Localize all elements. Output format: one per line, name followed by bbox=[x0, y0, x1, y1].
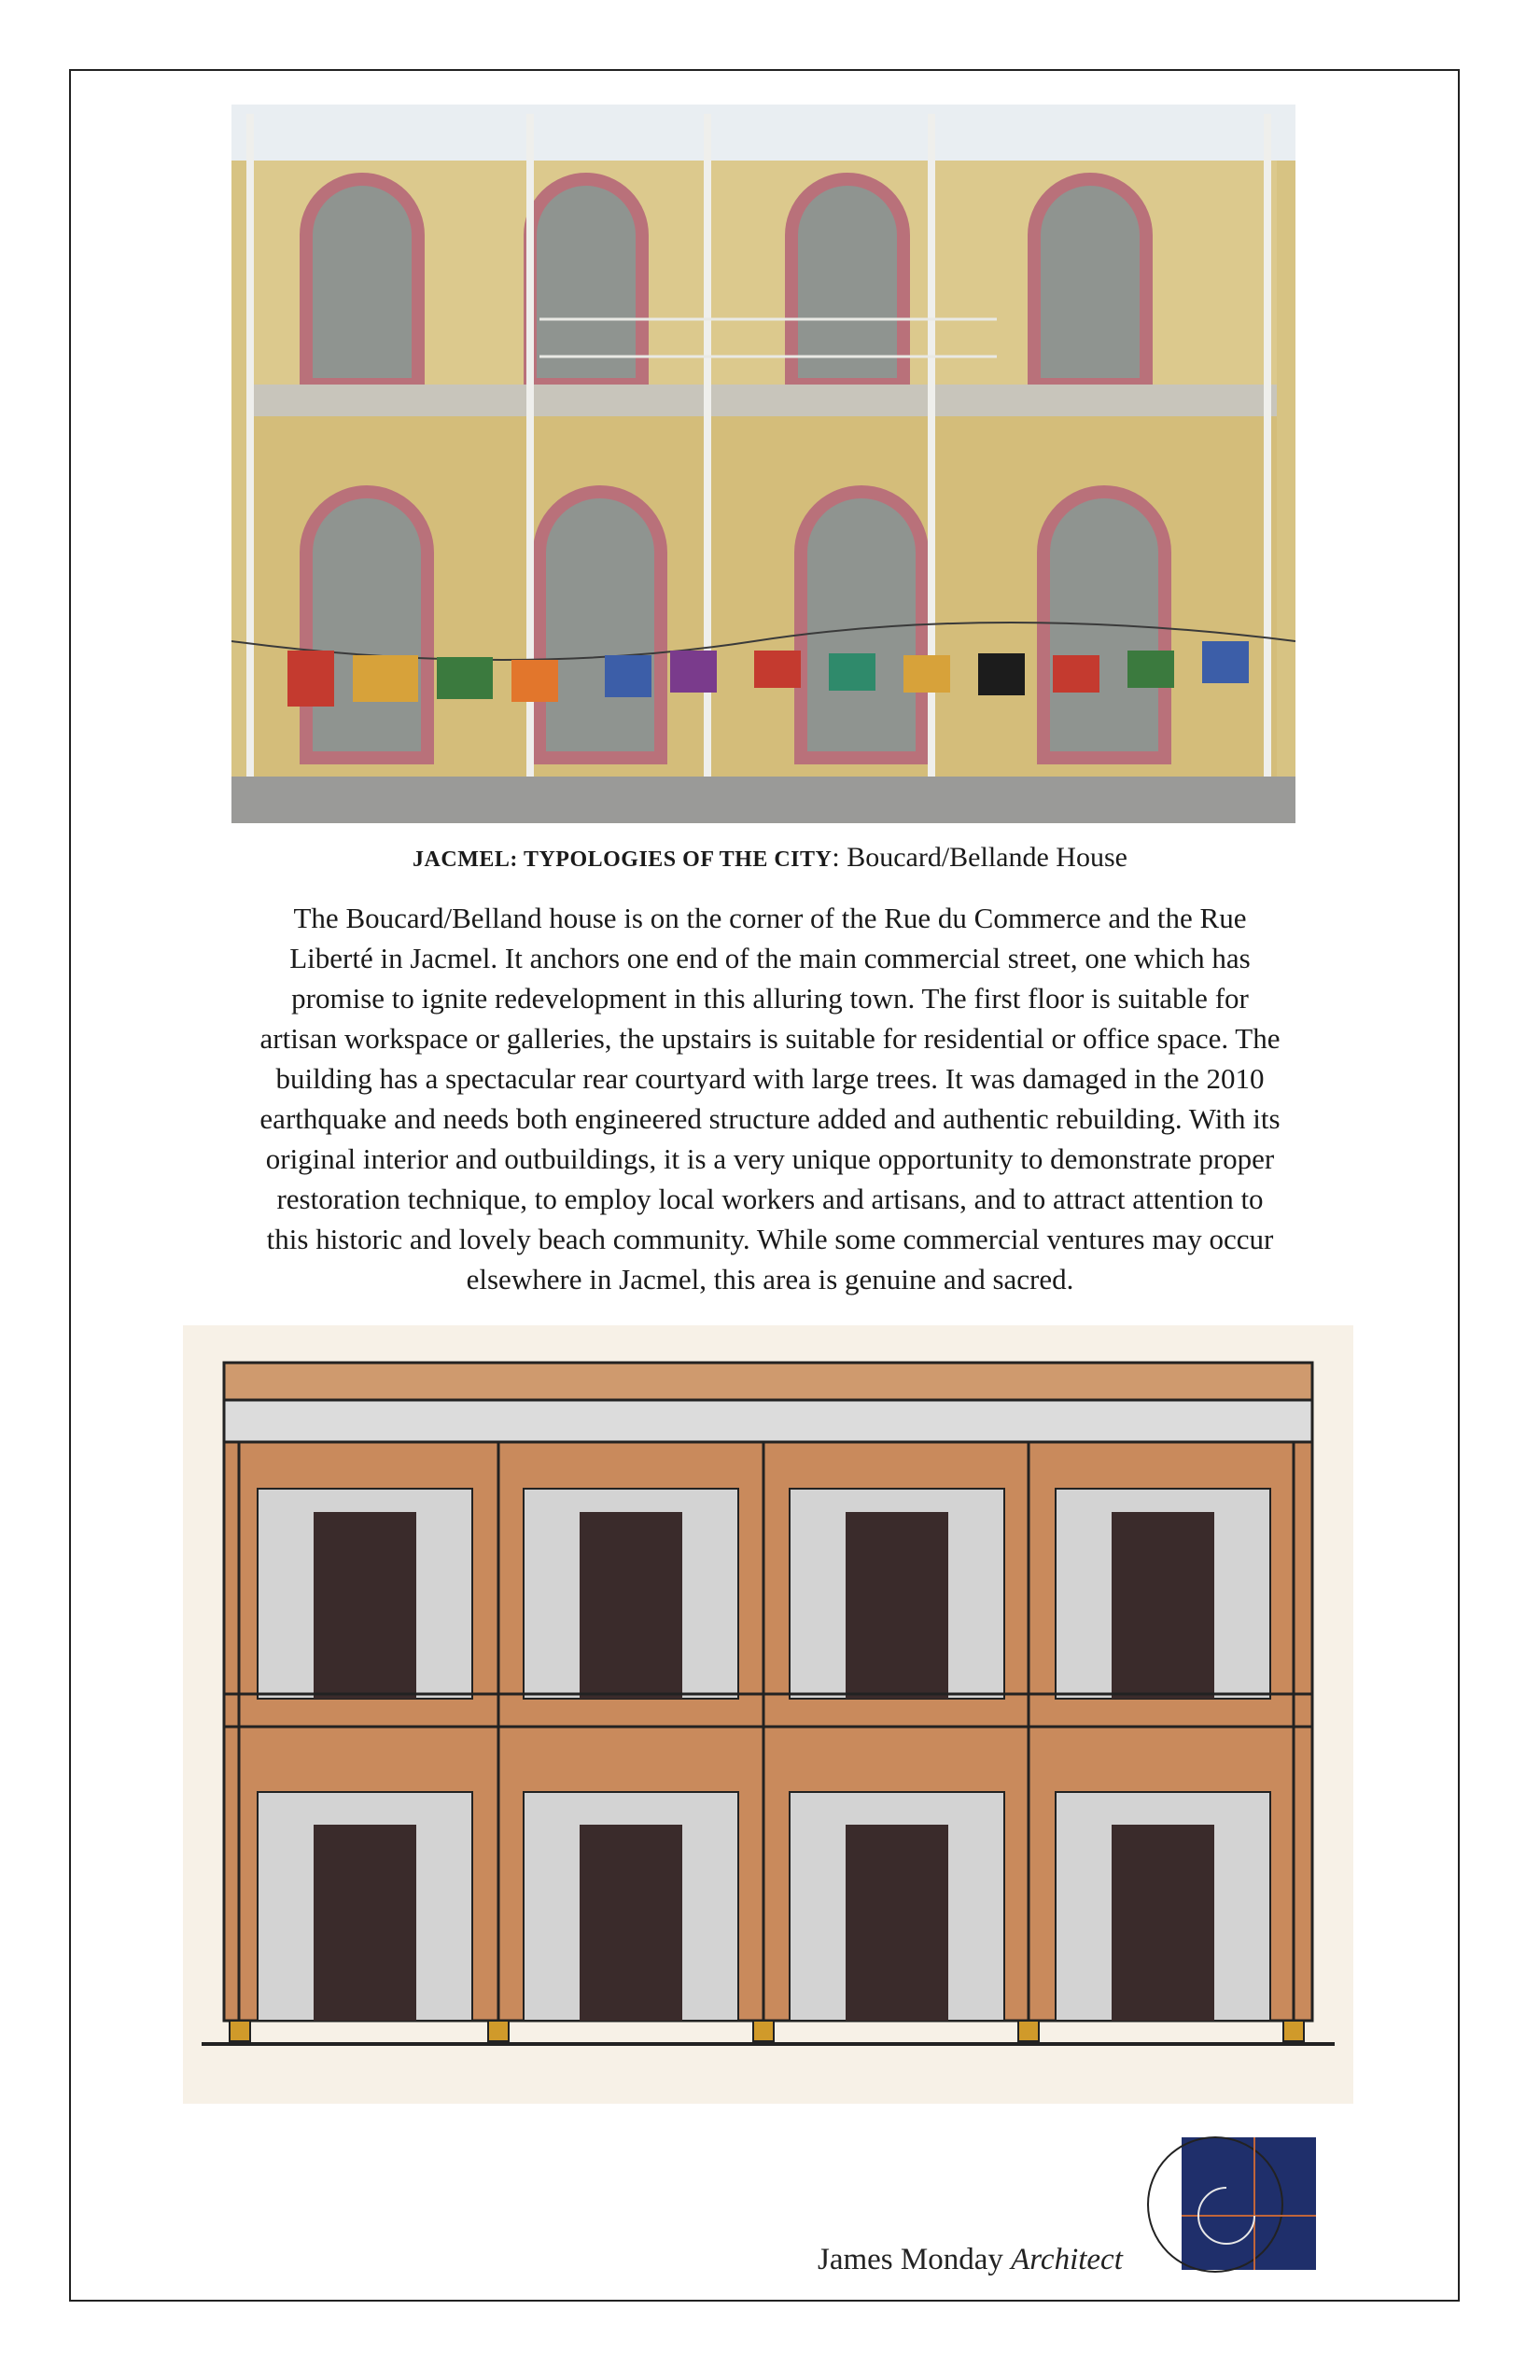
facade-sketch bbox=[183, 1325, 1353, 2104]
caption-title: Boucard/Bellande House bbox=[847, 842, 1127, 873]
architect-role: Architect bbox=[1011, 2243, 1123, 2276]
caption-series: JACMEL: TYPOLOGIES OF THE CITY bbox=[413, 847, 833, 872]
description-paragraph: The Boucard/Belland house is on the corner of the Rue du Commerce and the Rue Liberté in Jacmel. It anchors one end of the main commercial street, one which has promise to ignite redevelopment in this alluring town. The first floor is suitable for artisan workspace or galleries, the upstairs is suitable for residential or office space. The building has a spectacular rear courtyard with large trees. It was damaged in the 2010 earthquake and needs both engineered structure added and authentic rebuilding. With its original interior and outbuildings, it is a very unique opportunity to demonstrate proper restoration technique, to employ local workers and artisans, and to attract attention to this historic and lovely beach community. While some commercial ventures may occur elsewhere in Jacmel, this area is genuine and sacred. bbox=[259, 902, 1281, 1295]
caption-separator: : bbox=[832, 842, 847, 873]
architect-logo bbox=[1144, 2134, 1320, 2274]
architect-name: James Monday bbox=[818, 2243, 1003, 2276]
signature bbox=[818, 2243, 1123, 2277]
building-photo bbox=[231, 105, 1295, 823]
caption bbox=[0, 842, 1540, 874]
